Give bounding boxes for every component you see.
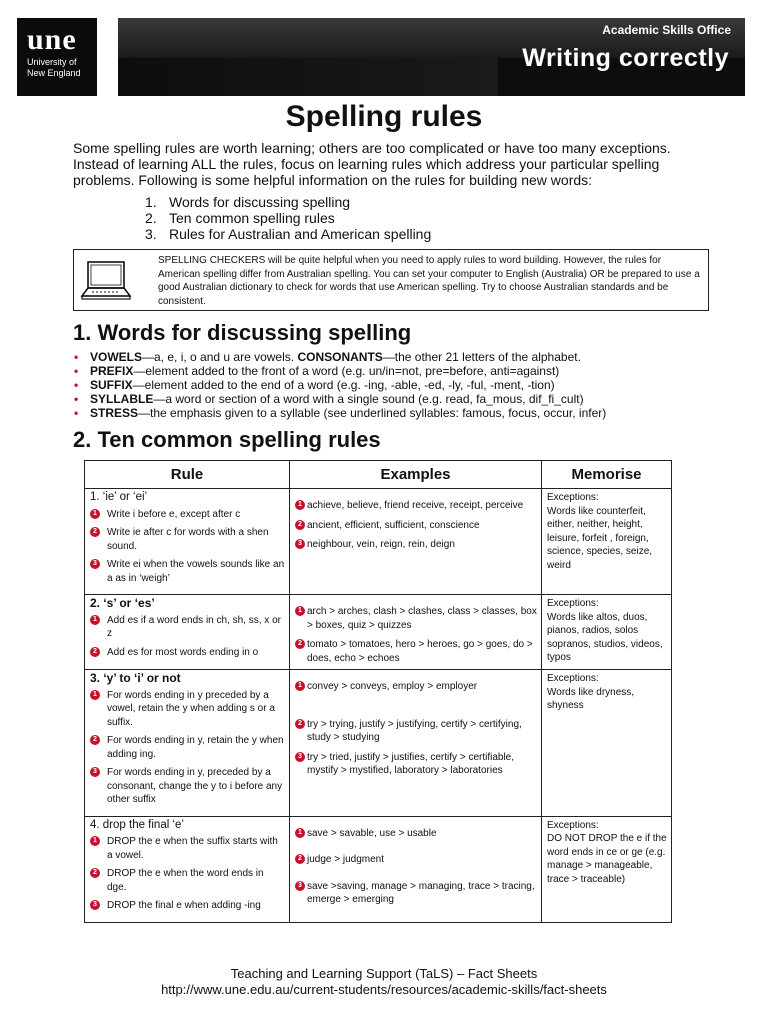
exceptions-label: Exceptions:	[547, 492, 599, 503]
logo-line-1: University of	[27, 57, 77, 67]
example-item: 2 judge > judgment	[295, 853, 537, 867]
section-heading: 2. Ten common spelling rules	[73, 427, 381, 452]
notice-text: SPELLING CHECKERS will be quite helpful when you need to apply rules to word building. However, the rules for American spelling differ from Australian spelling. You can set your computer to English (Australia) OR be prepared to use a good Australian dictionary to check for words that use American spelling. Try to choose Australian standards and be consistent.	[158, 255, 700, 307]
exceptions-text: Words like altos, duos, pianos, radios, solos sopranos, studios, videos, typos	[547, 611, 663, 663]
section-heading: 1. Words for discussing spelling	[73, 320, 412, 345]
rule-title: 3. ‘y’ to ‘i’ or not	[90, 671, 181, 685]
table-row	[85, 670, 672, 817]
exceptions-label: Exceptions:	[547, 819, 599, 831]
rule-cell	[85, 489, 290, 595]
list-item: • SUFFIX—element added to the end of a word (e.g. -ing, -able, -ed, -ly, -ful, -ment, -tion)	[73, 378, 713, 392]
example-item: 2 try > trying, justify > justifying, certify > certifying, study > studying	[295, 718, 537, 745]
intro-paragraph: Some spelling rules are worth learning; others are too complicated or have too many exceptions. Instead of learning ALL the rules, focus on learning rules which address your particular spelling problems. Following is some helpful information on the rules for building new words:	[73, 140, 671, 188]
exceptions-label: Exceptions:	[547, 673, 599, 684]
logo-mark: une	[27, 23, 77, 56]
rule-item: 1 DROP the e when the suffix starts with a vowel.	[90, 835, 285, 862]
column-header-rule: Rule	[85, 461, 290, 489]
rule-cell	[85, 595, 290, 670]
memorise-cell	[542, 816, 672, 922]
exceptions-text: Words like counterfeit, either, neither, height, leisure, forfeit , foreign, science, species, seize, weird	[547, 505, 653, 571]
rule-item: 3 DROP the final e when adding -ing	[90, 899, 285, 913]
rule-title: 2. ‘s’ or ‘es’	[90, 596, 155, 610]
rule-title: 1. ‘ie’ or ‘ei’	[90, 491, 148, 503]
rule-item: 1 For words ending in y preceded by a vowel, retain the y when adding s or a suffix.	[90, 689, 285, 730]
rule-cell	[85, 816, 290, 922]
laptop-icon	[80, 258, 132, 304]
header-banner	[118, 18, 745, 96]
exceptions-text: Words like dryness, shyness	[547, 686, 635, 711]
footer-url[interactable]: http://www.une.edu.au/current-students/resources/academic-skills/fact-sheets	[161, 982, 607, 997]
table-row	[85, 816, 672, 922]
rule-title: 4. drop the final ‘e’	[90, 818, 184, 831]
banner-title: Writing correctly	[522, 44, 729, 72]
rule-item: 3 For words ending in y, preceded by a consonant, change the y to i before any other suffix	[90, 766, 285, 807]
rule-item: 1 Add es if a word ends in ch, sh, ss, x or z	[90, 614, 285, 641]
memorise-cell	[542, 489, 672, 595]
rule-item: 2 Write ie after c for words with a shen sound.	[90, 526, 285, 553]
example-item: 2 ancient, efficient, sufficient, conscience	[295, 519, 537, 533]
toc-item: 1. Words for discussing spelling	[145, 194, 351, 210]
rule-cell	[85, 670, 290, 817]
rule-item: 1 Write i before e, except after c	[90, 508, 285, 522]
example-item: 3 save >saving, manage > managing, trace > tracing, emerge > emerging	[295, 880, 537, 907]
memorise-cell	[542, 670, 672, 817]
example-item: 1 arch > arches, clash > clashes, class > classes, box > boxes, quiz > quizzes	[295, 605, 537, 632]
example-item: 2 tomato > tomatoes, hero > heroes, go > goes, do > does, echo > echoes	[295, 638, 537, 665]
page-title: Spelling rules	[285, 100, 483, 133]
table-row	[85, 595, 672, 670]
spelling-rules-table	[84, 460, 672, 923]
banner-fade	[118, 58, 498, 96]
definitions-list	[73, 350, 713, 420]
examples-cell	[290, 670, 542, 817]
une-logo	[17, 18, 97, 96]
example-item: 3 try > tried, justify > justifies, certify > certifiable, mystify > mystified, laboratory > laboratories	[295, 751, 537, 778]
exceptions-text: DO NOT DROP the e if the word ends in ce or ge (e.g. manage > manageable, trace > traceable)	[547, 833, 667, 885]
list-item: • STRESS—the emphasis given to a syllable (see underlined syllables: famous, focus, occur, infer)	[73, 406, 713, 420]
rule-item: 2 DROP the e when the word ends in dge.	[90, 867, 285, 894]
footer	[0, 966, 768, 998]
examples-cell	[290, 816, 542, 922]
example-item: 1 convey > conveys, employ > employer	[295, 680, 537, 694]
example-item: 3 neighbour, vein, reign, rein, deign	[295, 538, 537, 552]
toc-item: 3. Rules for Australian and American spelling	[145, 226, 432, 242]
example-item: 1 achieve, believe, friend receive, receipt, perceive	[295, 499, 537, 513]
office-name: Academic Skills Office	[602, 23, 731, 37]
examples-cell	[290, 489, 542, 595]
rule-item: 2 For words ending in y, retain the y when adding ing.	[90, 734, 285, 761]
table-header-row	[85, 461, 672, 489]
table-row	[85, 489, 672, 595]
column-header-examples: Examples	[290, 461, 542, 489]
rule-item: 3 Write ei when the vowels sounds like an a as in ‘weigh’	[90, 558, 285, 585]
footer-title: Teaching and Learning Support (TaLS) – Fact Sheets	[230, 966, 538, 981]
memorise-cell	[542, 595, 672, 670]
example-item: 1 save > savable, use > usable	[295, 827, 537, 841]
spelling-checker-notice	[73, 249, 709, 311]
exceptions-label: Exceptions:	[547, 598, 599, 609]
list-item: • SYLLABLE—a word or section of a word with a single sound (e.g. read, fa_mous, dif_fi_cult)	[73, 392, 713, 406]
column-header-memorise: Memorise	[542, 461, 672, 489]
examples-cell	[290, 595, 542, 670]
table-of-contents	[145, 194, 431, 242]
rule-item: 2 Add es for most words ending in o	[90, 646, 285, 660]
toc-item: 2. Ten common spelling rules	[145, 210, 335, 226]
list-item: • PREFIX—element added to the front of a word (e.g. un/in=not, pre=before, anti=against)	[73, 364, 713, 378]
list-item: • VOWELS—a, e, i, o and u are vowels. CONSONANTS—the other 21 letters of the alphabet.	[73, 350, 713, 364]
logo-line-2: New England	[27, 68, 81, 78]
